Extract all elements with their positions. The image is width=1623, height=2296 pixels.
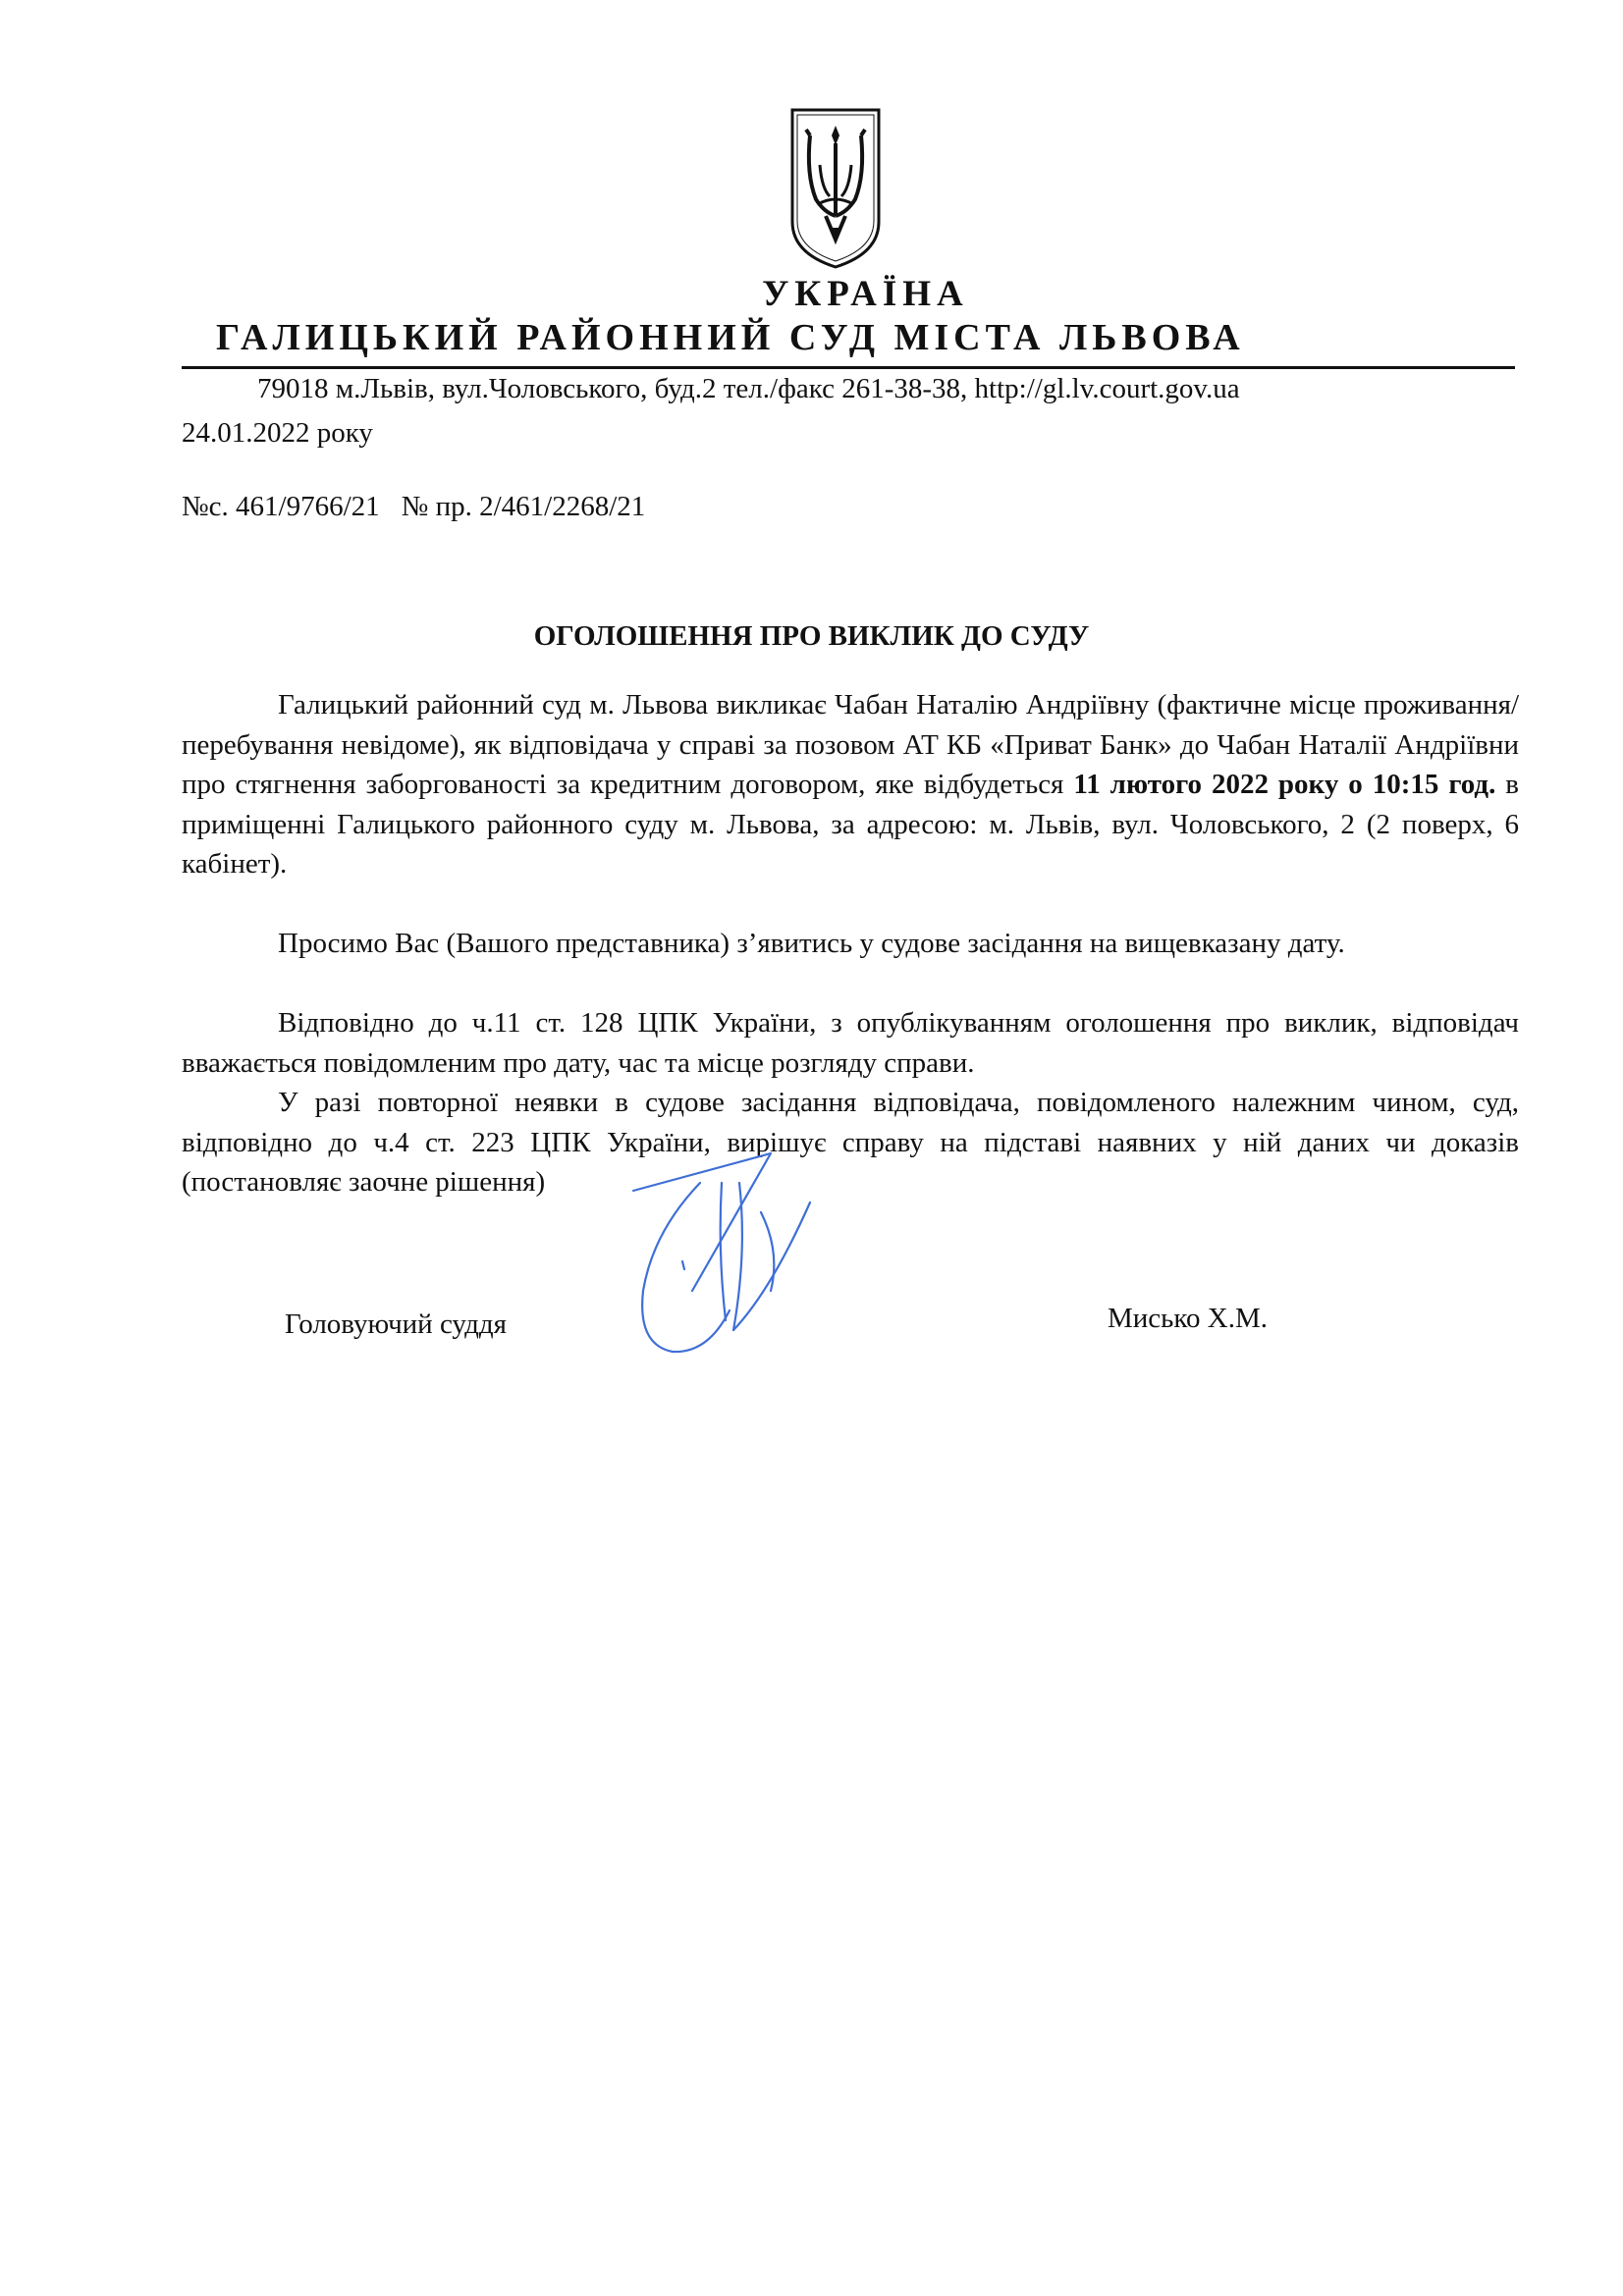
request-paragraph: Просимо Вас (Вашого представника) з’явитись у судове засідання на вищевказану дату.: [278, 928, 1345, 959]
country-heading: УКРАЇНА: [762, 274, 969, 314]
summons-text-end: в приміщенні Галицького районного суду м. Львова, за адресою: м. Львів, вул. Чоловського, 2 (2 поверх, 6 кабінет).: [182, 769, 1519, 880]
legal-basis-paragraph: Відповідно до ч.11 ст. 128 ЦПК України, з опублікуванням оголошення про виклик, відповідач вважається повідомленим про дату, час та місце розгляду справи.: [182, 1007, 1519, 1079]
judge-role: Головуючий суддя: [285, 1308, 507, 1340]
default-judgment-paragraph: У разі повторної неявки в судове засідання відповідача, повідомленого належним чином, суд, відповідно до ч.4 ст. 223 ЦПК України, вирішує справу на підставі наявних у ній даних чи доказів (постановляє заочне рішення): [182, 1087, 1519, 1198]
handwritten-signature-icon: [623, 1144, 820, 1364]
case-numbers: [182, 491, 645, 523]
summons-text-start: Галицький районний суд м. Львова викликає Чабан Наталію Андріївну (фактичне місце проживання/перебування невідоме), як відповідача у справі за позовом АТ КБ «Приват Банк» до Чабан Наталії Андріївни про стягнення заборгованості за кредитним договором, яке відбудеться: [182, 689, 1519, 800]
judge-name: Мисько Х.М.: [1108, 1303, 1268, 1334]
proceeding-number: № пр. 2/461/2268/21: [401, 491, 646, 522]
summons-paragraph: [182, 685, 1519, 884]
court-address: 79018 м.Львів, вул.Чоловського, буд.2 тел./факс 261-38-38, http://gl.lv.court.gov.ua: [257, 373, 1240, 404]
header-divider: [182, 366, 1515, 369]
document-date: 24.01.2022 року: [182, 417, 373, 449]
coat-of-arms-icon: [788, 106, 883, 271]
document-title: ОГОЛОШЕННЯ ПРО ВИКЛИК ДО СУДУ: [533, 620, 1090, 652]
court-name: ГАЛИЦЬКИЙ РАЙОННИЙ СУД МІСТА ЛЬВОВА: [216, 317, 1245, 358]
case-number: №с. 461/9766/21: [182, 491, 380, 522]
hearing-datetime: 11 лютого 2022 року о 10:15 год.: [1073, 769, 1496, 800]
